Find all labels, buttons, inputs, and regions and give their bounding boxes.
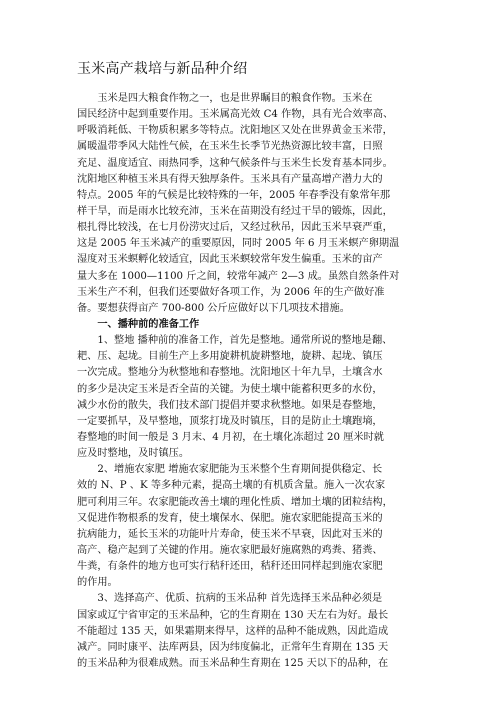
paragraph-line: 充足、温度适宜、雨热同季，这种气候条件与玉米生长发育基本同步。 [77,157,393,169]
paragraph-line: 春整地的时间一般是 3 月末、4 月初，在土壤化冻超过 20 厘米时就 [77,431,384,443]
paragraph-line: 的作用。 [77,577,118,589]
paragraph-line: 玉米是四大粮食作物之一，也是世界瞩目的粮食作物。玉米在 [77,93,373,104]
paragraph-line: 不能超过 135 天，如果霜期来得早，这样的品种不能成熟，因此造成 [77,625,389,637]
paragraph-line: 样干旱，而是雨水比较充沛，玉米在苗期没有经过干旱的锻炼，因此， [77,205,393,217]
paragraph-line: 国家或辽宁省审定的玉米品种，它的生育期在 130 天左右为好。最长 [77,609,389,621]
paragraph-line: 属暖温带季风大陆性气候，在玉米生长季节光热资源比较丰富，日照 [77,141,383,153]
paragraph-line: 又促进作物根系的发育，使土壤保水、保肥。施农家肥能提高玉米的 [77,512,383,524]
paragraph-line: 的玉米品种为很难成熟。而玉米品种生育期在 125 天以下的品种，在 [77,657,389,669]
paragraph-line: 一次完成。整地分为秋整地和春整地。沈阳地区十年九旱，土壤含水 [77,367,383,379]
paragraph-line: 耙、压、起垅。目前生产上多用旋耕机旋耕整地，旋耕、起垅、镇压 [77,351,383,363]
paragraph-line: 备。要想获得亩产 700-800 公斤应做好以下几项技术措施。 [77,302,350,314]
paragraph-line: 的多少是决定玉米是否全苗的关键。为使土壤中能蓄积更多的水份， [77,383,383,395]
paragraph-line: 这是 2005 年玉米减产的重要原因，同时 2005 年 6 月玉米螟产卵期温 [77,238,400,250]
document-title: 玉米高产栽培与新品种介绍 [77,61,248,77]
paragraph-line: 沈阳地区种植玉米具有得天独厚条件。玉米具有产量高增产潜力大的 [77,173,383,185]
paragraph-line: 国民经济中起到重要作用。玉米属高光效 C4 作物，具有光合效率高、 [77,109,394,121]
paragraph-line: 肥可利用三年。农家肥能改善土壤的理化性质、增加土壤的团粒结构， [77,496,393,508]
paragraph-line: 抗病能力，延长玉米的功能叶片寿命，使玉米不早衰，因此对玉米的 [77,528,383,540]
paragraph-line: 减产。同时康平、法库两县，因为纬度偏北，正常年生育期在 135 天 [77,641,389,653]
paragraph-line: 1、整地 播种前的准备工作，首先是整地。通常所说的整地是翻、 [77,335,393,347]
paragraph-line: 特点。2005 年的气候是比较特殊的一年，2005 年春季没有象常年那 [77,189,391,201]
document-body [77,91,418,672]
paragraph-line: 玉米生产不利，但我们还要做好各项工作，为 2006 年的生产做好准 [77,286,385,298]
paragraph-line: 根扎得比较浅，在七月份涝灾过后，又经过秋吊，因此玉米早衰严重， [77,222,393,234]
paragraph-line: 减少水份的散失，我们技术部门提倡并要求秋整地。如果是春整地， [77,399,383,411]
paragraph-line: 高产、稳产起到了关键的作用。施农家肥最好施腐熟的鸡粪、猪粪、 [77,544,383,556]
paragraph-line: 湿度对玉米螟孵化较适宜，因此玉米螟较常年发生偏重。玉米的亩产 [77,254,383,266]
section-heading: 一、播种前的准备工作 [77,318,200,330]
paragraph-line: 牛粪，有条件的地方也可实行秸秆还田，秸秆还田同样起到施农家肥 [77,561,383,573]
paragraph-line: 3、选择高产、优质、抗病的玉米品种 首先选择玉米品种必须是 [77,593,383,605]
paragraph-line: 效的 N、P 、K 等多种元素，提高土壤的有机质含量。施入一次农家 [77,480,386,492]
paragraph-line: 应及时整地，及时镇压。 [77,448,190,460]
paragraph-line: 呼吸消耗低、干物质积累多等特点。沈阳地区又处在世界黄金玉米带， [77,125,393,137]
paragraph-line: 2、增施农家肥 增施农家肥能为玉米整个生育期间提供稳定、长 [77,464,383,476]
paragraph-line: 量大多在 1000—1100 斤之间，较常年减产 2—3 成。虽然自然条件对 [77,270,400,282]
paragraph-line: 一定要抓早，及早整地，顶浆打垅及时镇压，目的是防止土壤跑墒， [77,415,383,427]
